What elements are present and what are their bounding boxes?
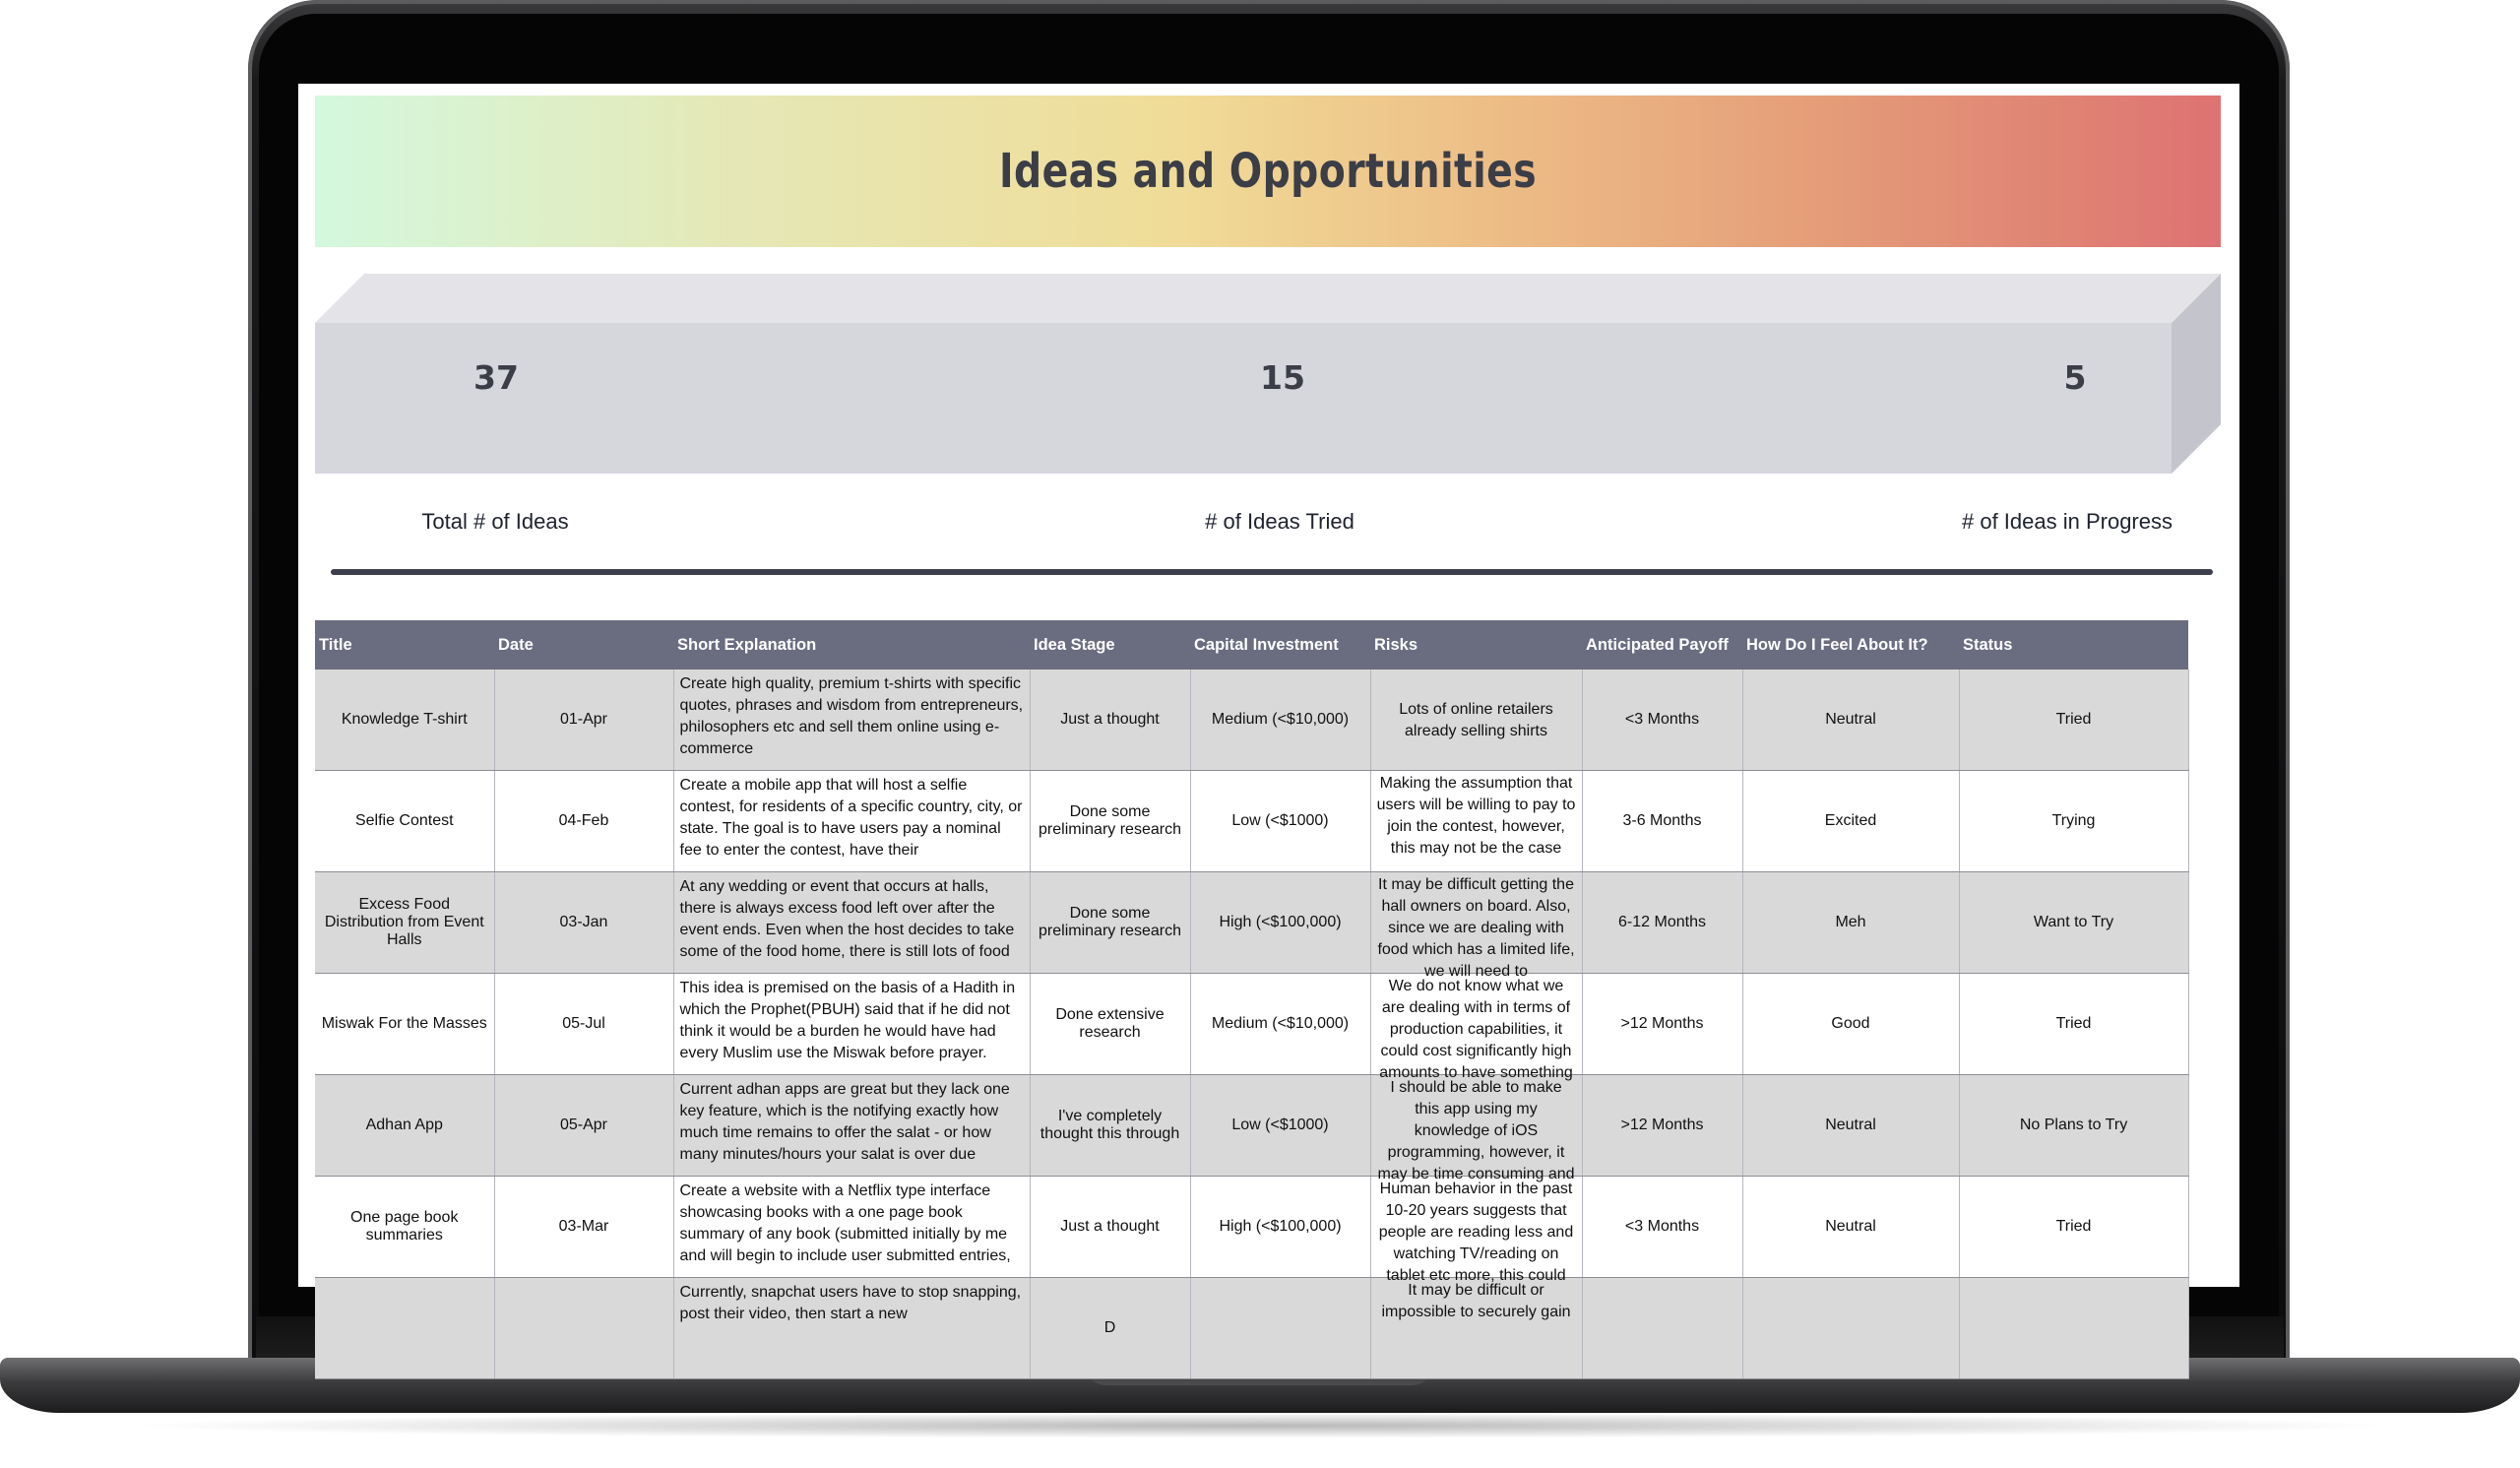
cell-risks[interactable]: Lots of online retailers already selling shirts bbox=[1370, 670, 1582, 771]
cell-anticipated-payoff[interactable]: >12 Months bbox=[1582, 1075, 1742, 1177]
column-header-short-explanation[interactable]: Short Explanation bbox=[673, 620, 1030, 670]
cell-date[interactable]: 01-Apr bbox=[494, 670, 673, 771]
cell-idea-stage[interactable]: Done some preliminary research bbox=[1030, 771, 1190, 872]
cell-anticipated-payoff[interactable]: <3 Months bbox=[1582, 1177, 1742, 1278]
cell-short-explanation[interactable] bbox=[673, 1075, 1030, 1177]
cell-date[interactable]: 05-Jul bbox=[494, 974, 673, 1075]
table-row bbox=[315, 1075, 2188, 1177]
cell-date[interactable]: 05-Apr bbox=[494, 1075, 673, 1177]
cell-text: It may be difficult or impossible to securely gain bbox=[1381, 1282, 1571, 1320]
cell-feeling[interactable]: Good bbox=[1742, 974, 1959, 1075]
cell-text: This idea is premised on the basis of a Hadith in which the Prophet(PBUH) said that if he did not think it would be a burden he would have had every Muslim use the Miswak before prayer. bbox=[679, 980, 1016, 1061]
table-row bbox=[315, 771, 2188, 872]
cell-risks[interactable] bbox=[1370, 974, 1582, 1081]
cell-capital-investment[interactable]: Medium (<$10,000) bbox=[1190, 670, 1370, 771]
cell-text: Create a website with a Netflix type interface showcasing books with a one page book summary of any book (submitted initially by me and will begin to include user submitted entries, bbox=[679, 1182, 1011, 1264]
kpi-ideas-tried-label: # of Ideas Tried bbox=[1205, 509, 1354, 534]
kpi-panel-front-face bbox=[315, 323, 2172, 474]
cell-status[interactable]: Trying bbox=[1959, 771, 2188, 872]
laptop-screen bbox=[298, 84, 2239, 1336]
laptop-shadow bbox=[118, 1413, 2402, 1438]
cell-short-explanation[interactable] bbox=[673, 1278, 1030, 1379]
table-row bbox=[315, 872, 2188, 974]
cell-status[interactable]: Tried bbox=[1959, 1177, 2188, 1278]
table-row bbox=[315, 1177, 2188, 1278]
cell-text: At any wedding or event that occurs at halls, there is always excess food left over after the event ends. Even when the host decides to take some of the food home, there is still lots of food bbox=[679, 878, 1015, 960]
cell-text: Create high quality, premium t-shirts with specific quotes, phrases and wisdom from entrepreneurs, philosophers etc and sell them online using e-commerce bbox=[679, 675, 1024, 757]
cell-feeling[interactable]: Excited bbox=[1742, 771, 1959, 872]
table-row bbox=[315, 974, 2188, 1075]
cell-status[interactable]: No Plans to Try bbox=[1959, 1075, 2188, 1177]
cell-anticipated-payoff[interactable]: <3 Months bbox=[1582, 670, 1742, 771]
cell-text: Human behavior in the past 10-20 years suggests that people are reading less and watching TV/reading on tablet etc more, this could bbox=[1378, 1181, 1574, 1284]
cell-capital-investment[interactable]: High (<$100,000) bbox=[1190, 872, 1370, 974]
cell-short-explanation[interactable] bbox=[673, 872, 1030, 974]
cell-anticipated-payoff[interactable]: 3-6 Months bbox=[1582, 771, 1742, 872]
kpi-total-ideas-value: 37 bbox=[473, 358, 519, 397]
kpi-ideas-in-progress-label: # of Ideas in Progress bbox=[1961, 509, 2173, 534]
cell-risks[interactable] bbox=[1370, 1075, 1582, 1182]
cell-risks[interactable] bbox=[1370, 1177, 1582, 1284]
cell-idea-stage[interactable]: Done extensive research bbox=[1030, 974, 1190, 1075]
cell-text: Making the assumption that users will be willing to pay to join the contest, however, this may not be the case bbox=[1376, 775, 1576, 857]
column-header-title[interactable]: Title bbox=[315, 620, 494, 670]
cell-short-explanation[interactable] bbox=[673, 1177, 1030, 1278]
ideas-table bbox=[315, 620, 2189, 1379]
column-header-anticipated-payoff[interactable]: Anticipated Payoff bbox=[1582, 620, 1742, 670]
cell-title[interactable]: Miswak For the Masses bbox=[315, 974, 494, 1075]
cell-risks[interactable] bbox=[1370, 771, 1582, 872]
cell-anticipated-payoff[interactable] bbox=[1582, 1278, 1742, 1379]
cell-title[interactable]: Knowledge T-shirt bbox=[315, 670, 494, 771]
table-header-row bbox=[315, 620, 2188, 670]
cell-capital-investment[interactable]: Medium (<$10,000) bbox=[1190, 974, 1370, 1075]
cell-short-explanation[interactable] bbox=[673, 974, 1030, 1075]
cell-anticipated-payoff[interactable]: >12 Months bbox=[1582, 974, 1742, 1075]
cell-feeling[interactable]: Neutral bbox=[1742, 1075, 1959, 1177]
cell-risks[interactable] bbox=[1370, 872, 1582, 980]
cell-status[interactable]: Tried bbox=[1959, 974, 2188, 1075]
cell-idea-stage[interactable]: D bbox=[1030, 1278, 1190, 1379]
page-title: Ideas and Opportunities bbox=[998, 144, 1538, 199]
cell-feeling[interactable]: Neutral bbox=[1742, 670, 1959, 771]
cell-text: Create a mobile app that will host a selfie contest, for residents of a specific country, city, or state. The goal is to have users pay a nominal fee to enter the contest, have their bbox=[679, 777, 1023, 859]
section-divider bbox=[331, 569, 2213, 575]
kpi-total-ideas-label: Total # of Ideas bbox=[421, 509, 569, 534]
kpi-ideas-tried-value: 15 bbox=[1260, 358, 1305, 397]
cell-title[interactable]: One page book summaries bbox=[315, 1177, 494, 1278]
column-header-capital-investment[interactable]: Capital Investment bbox=[1190, 620, 1370, 670]
table-row bbox=[315, 1278, 2188, 1379]
cell-idea-stage[interactable]: Done some preliminary research bbox=[1030, 872, 1190, 974]
cell-date[interactable]: 04-Feb bbox=[494, 771, 673, 872]
cell-short-explanation[interactable] bbox=[673, 670, 1030, 771]
column-header-idea-stage[interactable]: Idea Stage bbox=[1030, 620, 1190, 670]
cell-status[interactable]: Tried bbox=[1959, 670, 2188, 771]
table-row bbox=[315, 670, 2188, 771]
cell-text: It may be difficult getting the hall owners on board. Also, since we are dealing with food which has a limited life, we will need to bbox=[1377, 876, 1575, 980]
cell-date[interactable]: 03-Jan bbox=[494, 872, 673, 974]
title-banner bbox=[315, 96, 2221, 247]
cell-text: I should be able to make this app using my knowledge of iOS programming, however, it may be time consuming and bbox=[1377, 1079, 1575, 1182]
cell-title[interactable]: Adhan App bbox=[315, 1075, 494, 1177]
cell-date[interactable]: 03-Mar bbox=[494, 1177, 673, 1278]
column-header-status[interactable]: Status bbox=[1959, 620, 2188, 670]
kpi-ideas-in-progress-value: 5 bbox=[2063, 358, 2087, 397]
cell-anticipated-payoff[interactable]: 6-12 Months bbox=[1582, 872, 1742, 974]
cell-capital-investment[interactable]: Low (<$1000) bbox=[1190, 771, 1370, 872]
cell-idea-stage[interactable]: Just a thought bbox=[1030, 670, 1190, 771]
column-header-risks[interactable]: Risks bbox=[1370, 620, 1582, 670]
column-header-date[interactable]: Date bbox=[494, 620, 673, 670]
cell-short-explanation[interactable] bbox=[673, 771, 1030, 872]
cell-capital-investment[interactable]: Low (<$1000) bbox=[1190, 1075, 1370, 1177]
cell-text: Currently, snapchat users have to stop snapping, post their video, then start a new bbox=[679, 1284, 1022, 1322]
cell-risks[interactable] bbox=[1370, 1278, 1582, 1379]
column-header-feeling[interactable]: How Do I Feel About It? bbox=[1742, 620, 1959, 670]
cell-text: Current adhan apps are great but they lack one key feature, which is the notifying exactly how much time remains to offer the salat - or how many minutes/hours your salat is over due bbox=[679, 1081, 1010, 1163]
cell-status[interactable] bbox=[1959, 1278, 2188, 1379]
cell-date[interactable] bbox=[494, 1278, 673, 1379]
cell-status[interactable]: Want to Try bbox=[1959, 872, 2188, 974]
cell-title[interactable]: Excess Food Distribution from Event Halls bbox=[315, 872, 494, 974]
cell-capital-investment[interactable]: High (<$100,000) bbox=[1190, 1177, 1370, 1278]
cell-feeling[interactable] bbox=[1742, 1278, 1959, 1379]
cell-feeling[interactable]: Neutral bbox=[1742, 1177, 1959, 1278]
cell-capital-investment[interactable] bbox=[1190, 1278, 1370, 1379]
cell-feeling[interactable]: Meh bbox=[1742, 872, 1959, 974]
cell-idea-stage[interactable]: Just a thought bbox=[1030, 1177, 1190, 1278]
cell-title[interactable] bbox=[315, 1278, 494, 1379]
cell-title[interactable]: Selfie Contest bbox=[315, 771, 494, 872]
kpi-panel-top-face bbox=[315, 274, 2221, 323]
cell-text: We do not know what we are dealing with in terms of production capabilities, it could cost significantly high amounts to have something bbox=[1379, 978, 1573, 1081]
cell-idea-stage[interactable]: I've completely thought this through bbox=[1030, 1075, 1190, 1177]
